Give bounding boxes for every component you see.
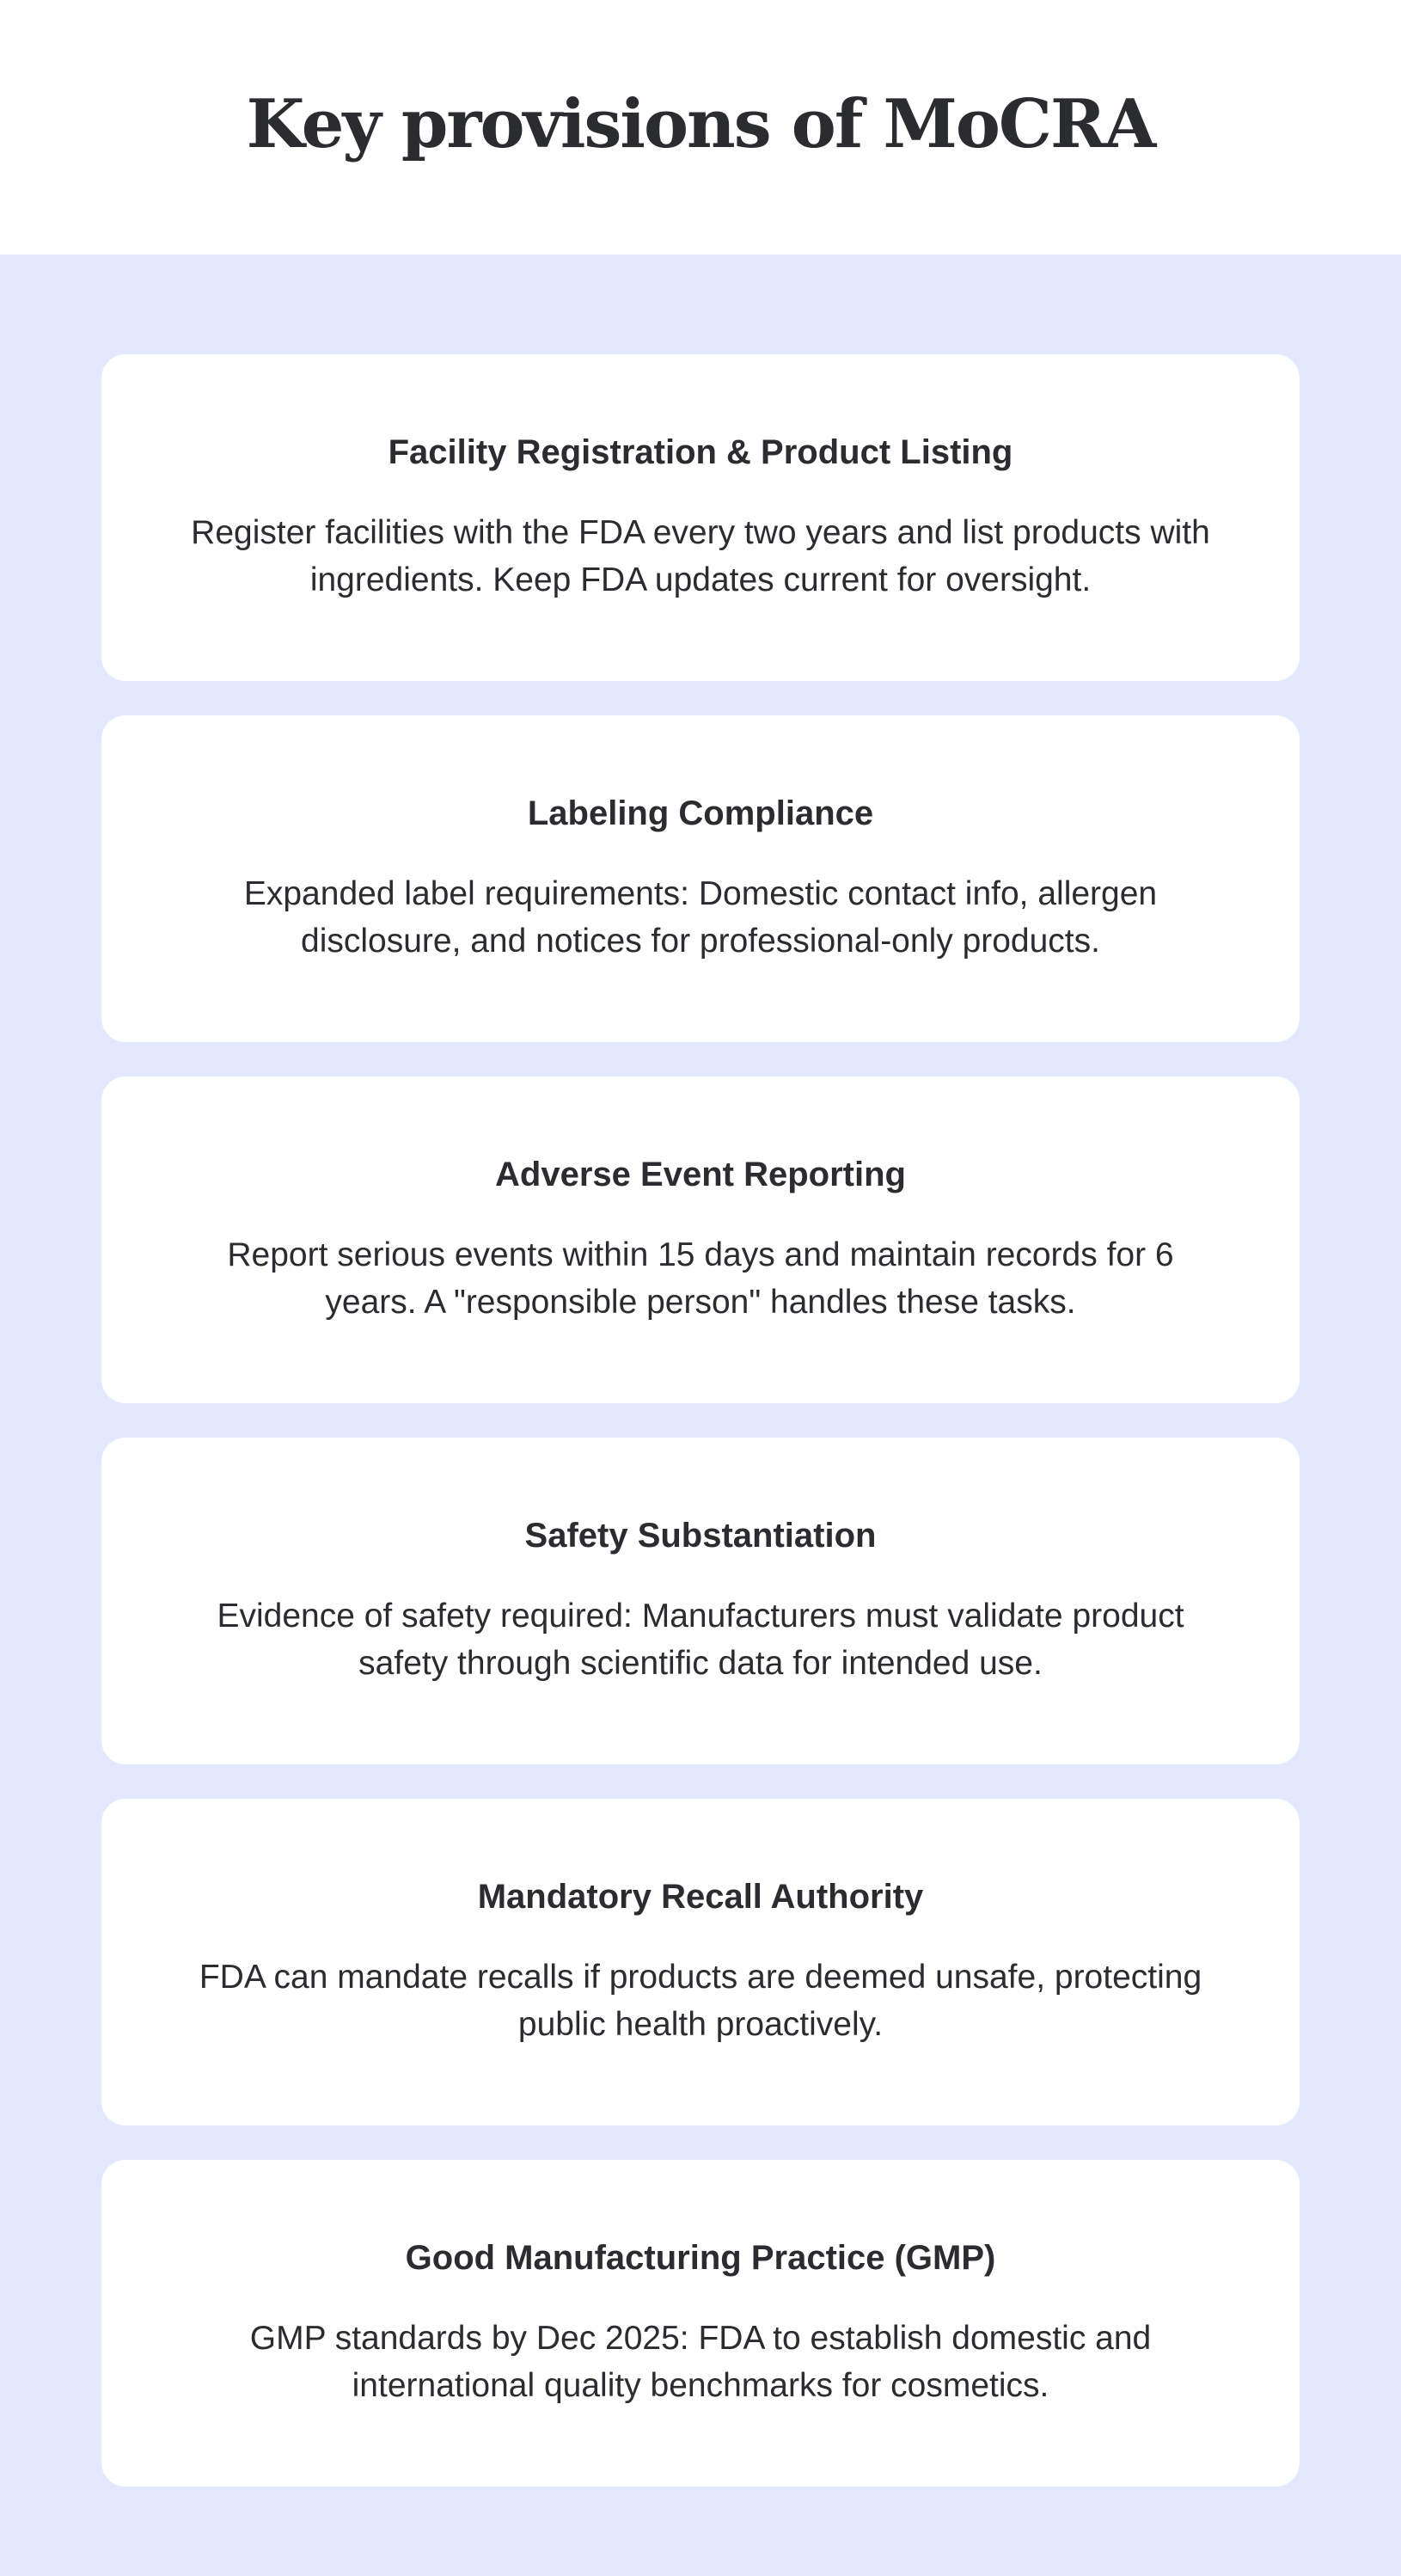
provision-card-labeling-compliance: [101, 715, 1300, 1042]
provision-card-safety-substantiation: [101, 1438, 1300, 1764]
card-description: Report serious events within 15 days and maintain records for 6 years. A "responsible person" handles these tasks.: [227, 1236, 1174, 1321]
card-description: FDA can mandate recalls if products are deemed unsafe, protecting public health proactively.: [199, 1959, 1202, 2043]
card-title: Adverse Event Reporting: [495, 1156, 906, 1193]
provisions-panel: [0, 255, 1401, 2576]
card-description: Register facilities with the FDA every two years and list products with ingredients. Keep FDA updates current for oversight.: [191, 514, 1210, 598]
header: [0, 0, 1401, 255]
provision-card-adverse-event-reporting: [101, 1076, 1300, 1403]
card-title: Mandatory Recall Authority: [477, 1878, 924, 1916]
card-description: Expanded label requirements: Domestic contact info, allergen disclosure, and notices for professional-only products.: [243, 875, 1158, 960]
provision-card-facility-registration: [101, 354, 1300, 681]
card-description: GMP standards by Dec 2025: FDA to establish domestic and international quality benchmarks for cosmetics.: [249, 2320, 1152, 2404]
card-description: Evidence of safety required: Manufacturers must validate product safety through scientific data for intended use.: [217, 1598, 1184, 1682]
card-title: Good Manufacturing Practice (GMP): [405, 2239, 996, 2277]
provision-card-mandatory-recall: [101, 1799, 1300, 2125]
card-title: Labeling Compliance: [527, 794, 874, 832]
card-title: Facility Registration & Product Listing: [388, 433, 1013, 471]
page-title: Key provisions of MoCRA: [246, 84, 1155, 163]
card-title: Safety Substantiation: [524, 1517, 877, 1555]
provision-card-gmp: [101, 2160, 1300, 2487]
